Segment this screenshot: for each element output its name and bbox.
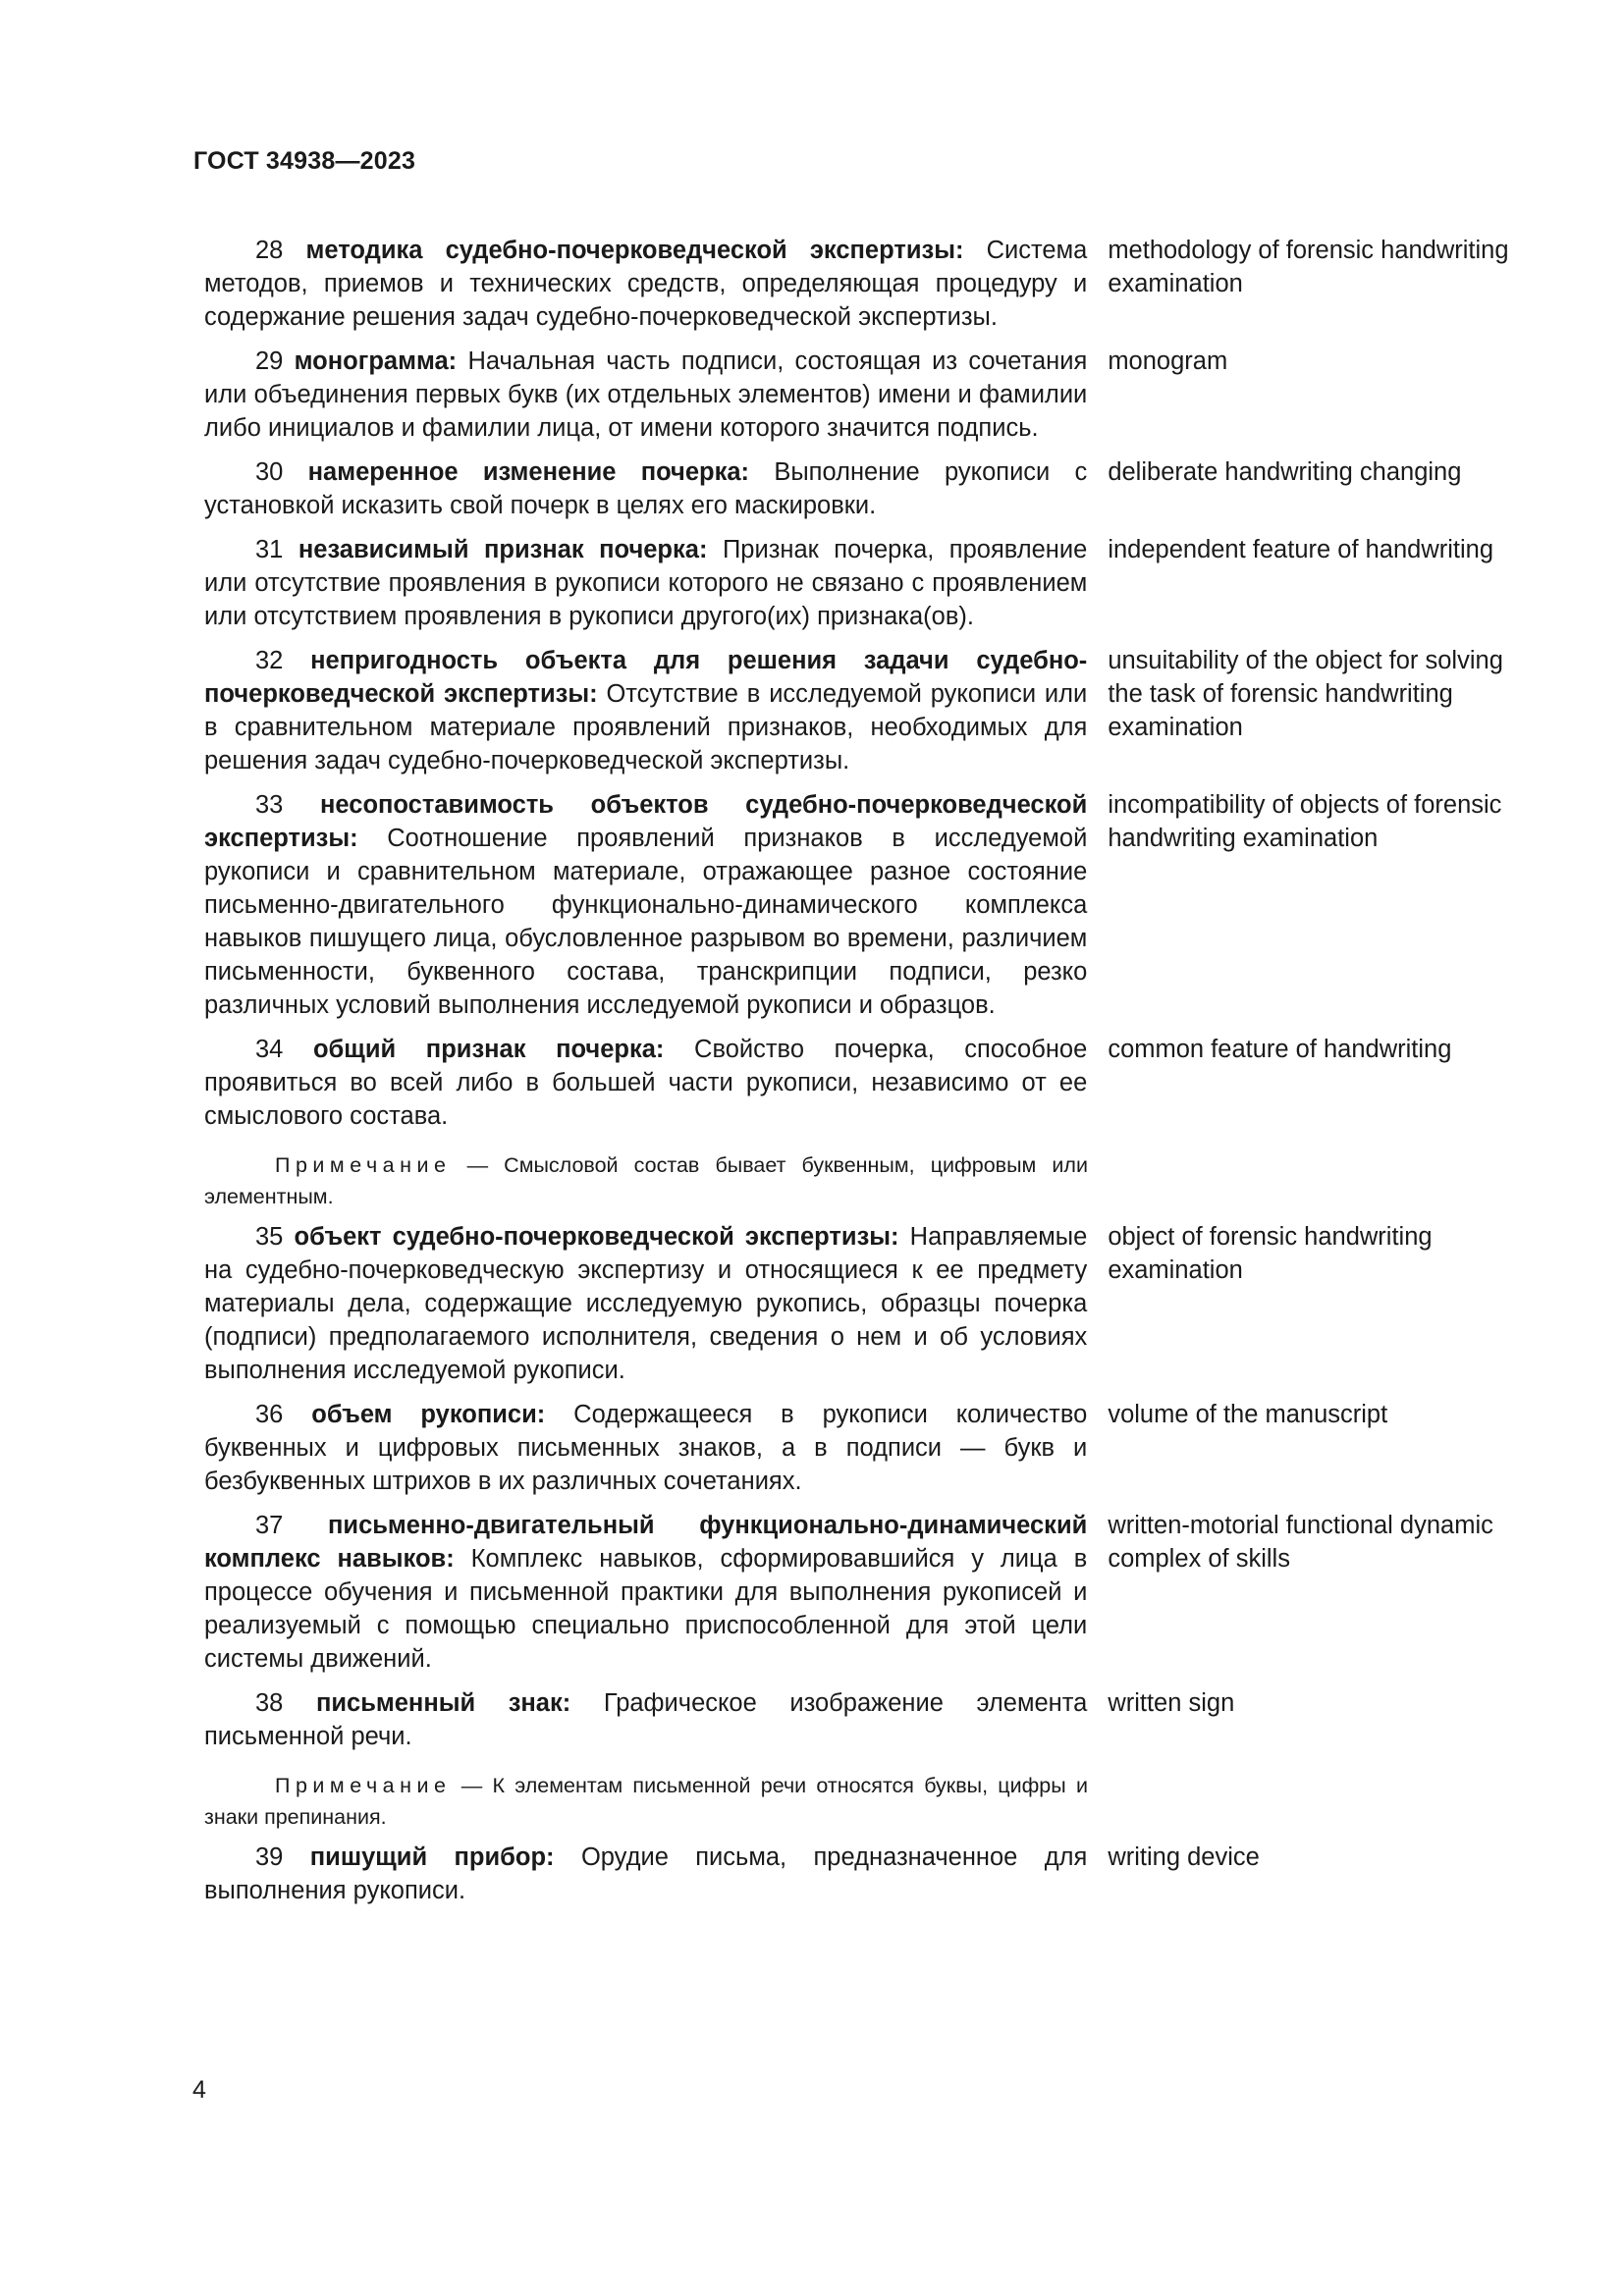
term-entry-39	[204, 1841, 1520, 1907]
term-entry-35	[204, 1220, 1520, 1387]
note-38	[204, 1770, 1088, 1833]
term-entry-28	[204, 234, 1520, 334]
entry-term: непригодность объекта для решения задачи судебно-почерковедческой экспертизы:	[204, 647, 1088, 708]
entry-definition: Начальная часть подписи, состоящая из сочетания или объединения первых букв (их отдельных элементов) имени и фамилии либо инициалов и фамилии лица, от имени которого значится подпись.	[204, 347, 1088, 442]
entry-english: written-motorial functional dynamic complex of skills	[1108, 1512, 1493, 1573]
entry-english: written sign	[1108, 1689, 1235, 1717]
entry-term: намеренное изменение почерка:	[307, 458, 750, 486]
term-entry-36	[204, 1398, 1520, 1498]
entry-number: 34	[255, 1036, 284, 1063]
entry-definition: Содержащееся в рукописи количество буквенных и цифровых письменных знаков, а в подписи — букв и безбуквенных штрихов в их различных сочетаниях.	[204, 1401, 1088, 1495]
entry-term: общий признак почерка:	[312, 1036, 665, 1063]
entry-english: incompatibility of objects of forensic handwriting examination	[1108, 791, 1502, 852]
entry-definition: Направляемые на судебно-почерковедческую экспертизу и относящиеся к ее предмету материалы дела, содержащие исследуемую рукопись, образцы почерка (подписи) предполагаемого исполнителя, сведения о нем и об условиях выполнения исследуемой рукописи.	[204, 1223, 1088, 1384]
note-34	[204, 1149, 1088, 1212]
entry-term: пишущий прибор:	[309, 1843, 555, 1871]
entry-definition: Отсутствие в исследуемой рукописи или в сравнительном материале проявлений признаков, необходимых для решения задач судебно-почерковедческой экспертизы.	[204, 680, 1088, 774]
note-text: — Смысловой состав бывает буквенным, цифровым или элементным.	[204, 1153, 1088, 1208]
term-entry-38	[204, 1686, 1520, 1753]
entry-number: 35	[255, 1223, 284, 1251]
term-entry-29	[204, 345, 1520, 445]
entry-definition: Система методов, приемов и технических средств, определяющая процедуру и содержание решения задач судебно-почерковедческой экспертизы.	[204, 237, 1088, 331]
terms-list	[204, 234, 1520, 1907]
entry-english: unsuitability of the object for solving the task of forensic handwriting examination	[1108, 647, 1503, 741]
entry-english: object of forensic handwriting examination	[1108, 1223, 1433, 1284]
entry-term: письменно-двигательный функционально-динамический комплекс навыков:	[204, 1512, 1088, 1573]
entry-number: 31	[255, 536, 284, 563]
entry-number: 28	[255, 237, 284, 264]
entry-english: monogram	[1108, 347, 1228, 375]
entry-definition: Выполнение рукописи с установкой исказить свой почерк в целях его маскировки.	[204, 458, 1088, 519]
entry-term: объект судебно-почерковедческой экспертизы:	[294, 1223, 899, 1251]
entry-definition: Орудие письма, предназначенное для выполнения рукописи.	[204, 1843, 1088, 1904]
entry-term: методика судебно-почерковедческой экспертизы:	[305, 237, 964, 264]
entry-english: independent feature of handwriting	[1108, 536, 1494, 563]
term-entry-33	[204, 788, 1520, 1022]
entry-definition: Комплекс навыков, сформировавшийся у лица в процессе обучения и письменной практики для выполнения рукописей и реализуемый с помощью специально приспособленной для этой цели системы движений.	[204, 1545, 1088, 1673]
term-entry-34	[204, 1033, 1520, 1133]
entry-definition: Соотношение проявлений признаков в исследуемой рукописи и сравнительном материале, отражающее разное состояние письменно-двигательного функционально-динамического комплекса навыков пишущего лица, обусловленное разрывом во времени, различием письменности, буквенного состава, транскрипции подписи, резко различных условий выполнения исследуемой рукописи и образцов.	[204, 825, 1088, 1019]
entry-term: независимый признак почерка:	[298, 536, 708, 563]
entry-english: volume of the manuscript	[1108, 1401, 1388, 1428]
entry-definition: Свойство почерка, способное проявиться во всей либо в большей части рукописи, независимо от ее смыслового состава.	[204, 1036, 1088, 1130]
entry-english: writing device	[1108, 1843, 1260, 1871]
entry-english: common feature of handwriting	[1108, 1036, 1452, 1063]
entry-number: 32	[255, 647, 284, 674]
entry-number: 38	[255, 1689, 284, 1717]
term-entry-37	[204, 1509, 1520, 1676]
note-label: Примечание	[275, 1153, 452, 1177]
entry-definition: Графическое изображение элемента письменной речи.	[204, 1689, 1088, 1750]
entry-number: 36	[255, 1401, 284, 1428]
term-entry-31	[204, 533, 1520, 633]
term-entry-30	[204, 455, 1520, 522]
entry-term: несопоставимость объектов судебно-почерковедческой экспертизы:	[204, 791, 1088, 852]
entry-term: объем рукописи:	[311, 1401, 546, 1428]
entry-english: deliberate handwriting changing	[1108, 458, 1462, 486]
entry-number: 33	[255, 791, 284, 819]
entry-term: письменный знак:	[315, 1689, 571, 1717]
term-entry-32	[204, 644, 1520, 777]
entry-number: 30	[255, 458, 284, 486]
entry-number: 29	[255, 347, 284, 375]
note-text: — К элементам письменной речи относятся буквы, цифры и знаки препинания.	[204, 1774, 1088, 1829]
entry-number: 39	[255, 1843, 284, 1871]
entry-english: methodology of forensic handwriting examination	[1108, 237, 1509, 297]
entry-term: монограмма:	[294, 347, 458, 375]
entry-number: 37	[255, 1512, 284, 1539]
note-label: Примечание	[275, 1774, 452, 1797]
page-number: 4	[192, 2076, 206, 2104]
entry-definition: Признак почерка, проявление или отсутствие проявления в рукописи которого не связано с проявлением или отсутствием проявления в рукописи другого(их) признака(ов).	[204, 536, 1088, 630]
document-header: ГОСТ 34938—2023	[193, 147, 416, 175]
